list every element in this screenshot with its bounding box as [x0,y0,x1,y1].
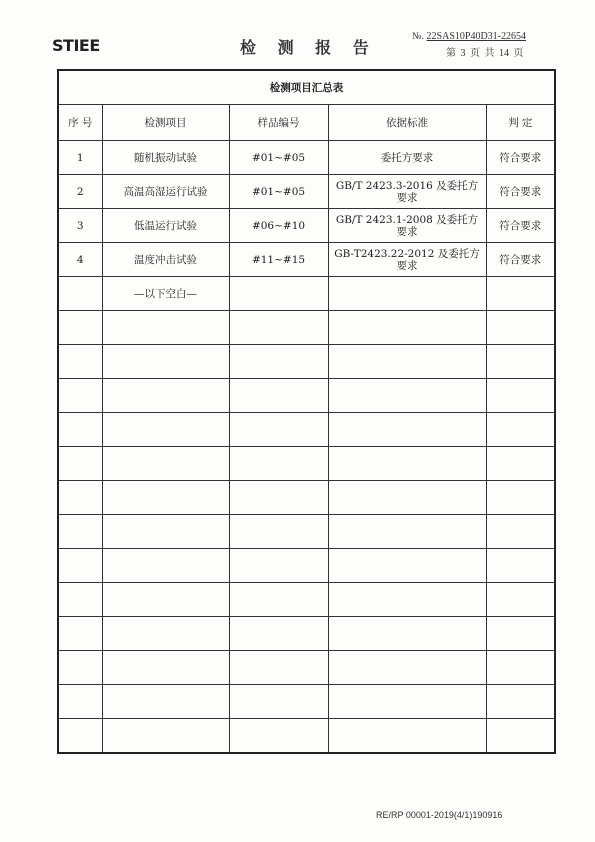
table-caption: 检测项目汇总表 [58,70,555,105]
empty-cell [328,481,486,515]
summary-table [57,69,556,754]
row-standard: GB/T 2423.3-2016 及委托方要求 [328,175,486,209]
row-sample: #01~#05 [229,175,328,209]
blank-row [58,481,555,515]
column-header-sample: 样品编号 [229,105,328,141]
empty-cell [229,447,328,481]
table-row [58,175,555,209]
row-sample: #11~#15 [229,243,328,277]
table-row [58,243,555,277]
empty-cell [58,617,102,651]
empty-cell [328,515,486,549]
empty-cell [486,447,555,481]
company-logo: STIEE [52,36,100,55]
report-number [412,30,526,44]
empty-cell [58,413,102,447]
row-verdict: 符合要求 [486,243,555,277]
document-title: 检 测 报 告 [240,38,377,57]
empty-cell [58,345,102,379]
empty-cell [229,413,328,447]
empty-cell [229,583,328,617]
empty-cell [328,277,486,311]
empty-cell [328,719,486,754]
empty-cell [102,447,229,481]
empty-cell [229,345,328,379]
row-standard: GB/T 2423.1-2008 及委托方要求 [328,209,486,243]
empty-cell [328,685,486,719]
empty-cell [102,685,229,719]
empty-cell [328,311,486,345]
empty-cell [102,345,229,379]
empty-cell [102,413,229,447]
row-sample: #01~#05 [229,141,328,175]
empty-cell [229,617,328,651]
row-no: 4 [58,243,102,277]
empty-cell [58,583,102,617]
row-no: 3 [58,209,102,243]
row-item: 低温运行试验 [102,209,229,243]
empty-cell [328,379,486,413]
blank-rows [58,311,555,754]
empty-cell [229,311,328,345]
row-item: 随机振动试验 [102,141,229,175]
blank-row [58,583,555,617]
empty-cell [102,549,229,583]
empty-cell [486,515,555,549]
column-header-item: 检测项目 [102,105,229,141]
empty-cell [486,549,555,583]
empty-cell [486,379,555,413]
empty-cell [58,685,102,719]
row-standard: 委托方要求 [328,141,486,175]
empty-cell [486,481,555,515]
empty-cell [229,379,328,413]
empty-cell [58,719,102,754]
empty-cell [58,651,102,685]
empty-cell [102,481,229,515]
empty-cell [102,515,229,549]
end-marker: —以下空白— [102,277,229,311]
empty-cell [229,549,328,583]
empty-cell [328,651,486,685]
column-header-verdict: 判 定 [486,105,555,141]
empty-cell [102,583,229,617]
empty-cell [486,685,555,719]
blank-row [58,549,555,583]
empty-cell [486,413,555,447]
empty-cell [102,651,229,685]
empty-cell [328,549,486,583]
empty-cell [486,719,555,754]
page-info: 第 3 页 共 14 页 [446,48,524,59]
empty-cell [102,379,229,413]
empty-cell [486,651,555,685]
row-item: 温度冲击试验 [102,243,229,277]
row-no: 1 [58,141,102,175]
empty-cell [229,481,328,515]
row-no: 2 [58,175,102,209]
empty-cell [102,311,229,345]
column-header-standard: 依据标准 [328,105,486,141]
empty-cell [486,311,555,345]
empty-cell [58,447,102,481]
blank-row [58,311,555,345]
table-row [58,209,555,243]
empty-cell [328,447,486,481]
empty-cell [102,719,229,754]
blank-row [58,617,555,651]
row-standard: GB-T2423.22-2012 及委托方要求 [328,243,486,277]
empty-cell [58,277,102,311]
empty-cell [229,277,328,311]
blank-row [58,719,555,754]
blank-row [58,685,555,719]
empty-cell [229,685,328,719]
empty-cell [328,413,486,447]
empty-cell [486,345,555,379]
empty-cell [58,311,102,345]
row-item: 高温高湿运行试验 [102,175,229,209]
blank-row [58,413,555,447]
empty-cell [328,583,486,617]
empty-cell [486,277,555,311]
table-row [58,141,555,175]
empty-cell [229,719,328,754]
blank-row [58,379,555,413]
form-code: RE/RP 00001-2019(4/1)190916 [376,810,503,820]
empty-cell [58,549,102,583]
empty-cell [58,481,102,515]
empty-cell [102,617,229,651]
empty-cell [58,515,102,549]
empty-cell [328,617,486,651]
blank-row [58,515,555,549]
blank-row [58,345,555,379]
empty-cell [328,345,486,379]
report-number-value: 22SAS10P40D31-22654 [426,31,527,42]
empty-cell [486,617,555,651]
table-header-row [58,105,555,141]
row-sample: #06~#10 [229,209,328,243]
report-number-label: №. [412,31,425,42]
empty-cell [229,515,328,549]
row-verdict: 符合要求 [486,175,555,209]
end-marker-row [58,277,555,311]
empty-cell [229,651,328,685]
blank-row [58,651,555,685]
empty-cell [486,583,555,617]
empty-cell [58,379,102,413]
column-header-no: 序 号 [58,105,102,141]
row-verdict: 符合要求 [486,141,555,175]
blank-row [58,447,555,481]
row-verdict: 符合要求 [486,209,555,243]
